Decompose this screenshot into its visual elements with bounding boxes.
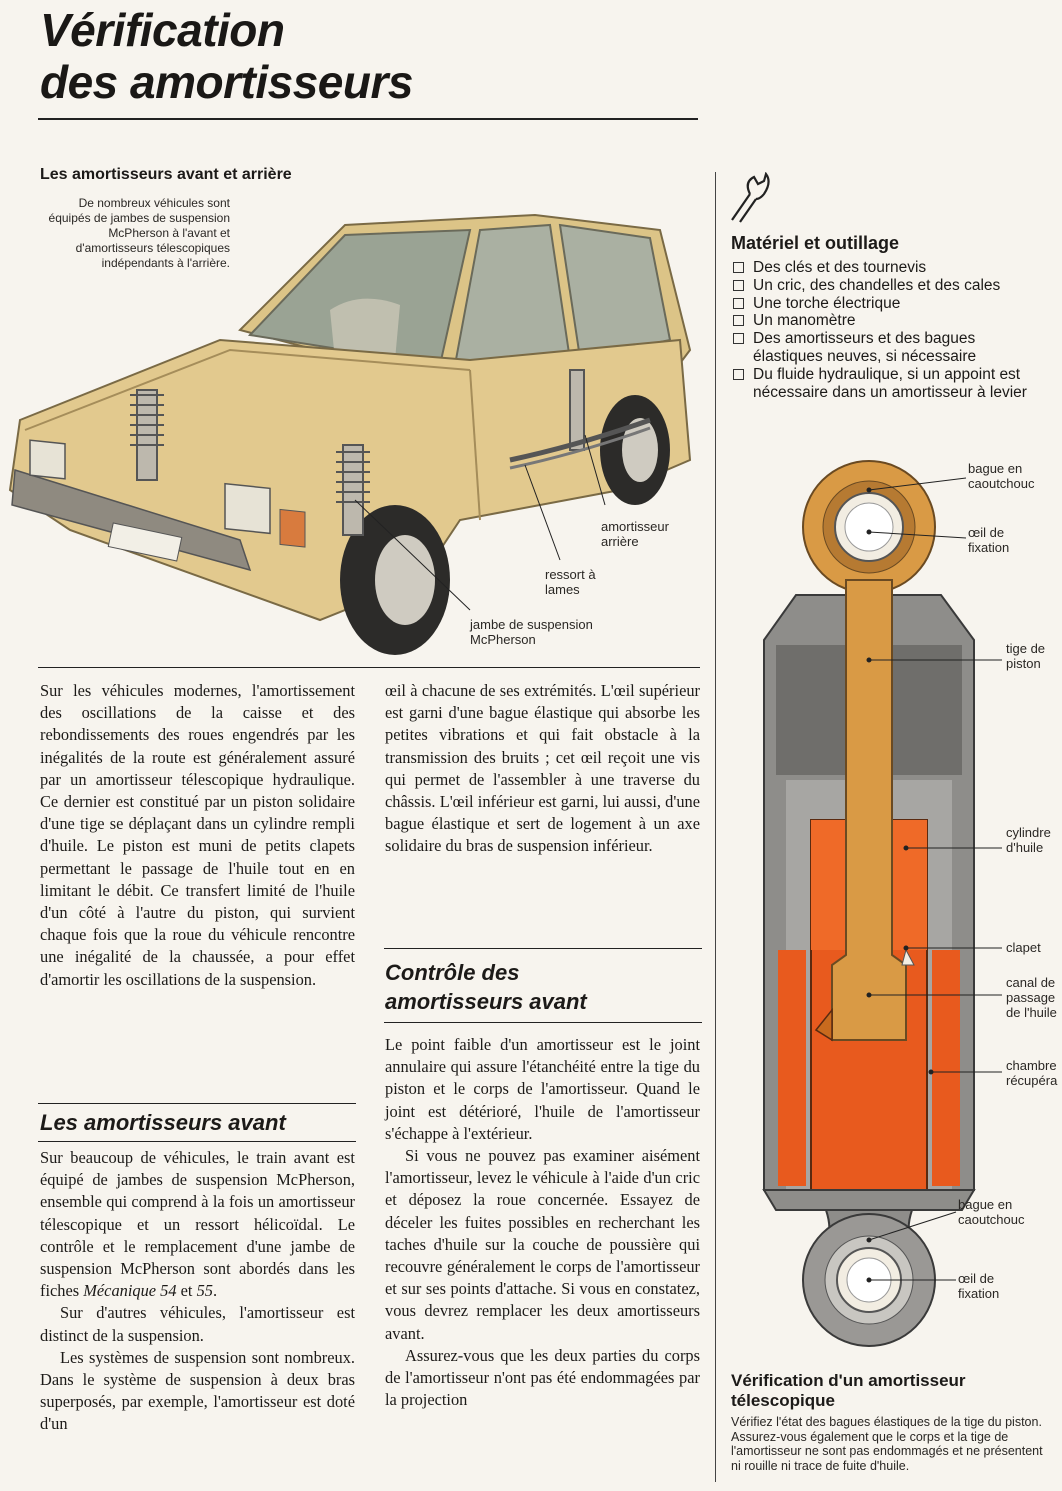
title-line-1: Vérification <box>40 4 285 56</box>
tools-item <box>731 330 1049 366</box>
intro-paragraph: Sur les véhicules modernes, l'amortissement des oscillations de la caisse et des rebondissements des roues engendrés par les inégalités de la route est généralement assuré par un amortisseur télescopique hydraulique. Ce dernier est constitué par un piston solidaire d'une tige se déplaçant dans un cylindre rempli d'huile. Le piston est muni de petits clapets permettant le passage de l'huile tout en en limitant le débit. Ce transfert limité de l'huile d'un côté à l'autre du piston, qui survient chaque fois que la roue du véhicule rencontre une inégalité de la chaussée, a pour effet d'amortir les oscillations de la suspension. <box>40 681 355 989</box>
checkbox[interactable] <box>733 262 744 273</box>
tools-list <box>731 259 1049 401</box>
tools-title: Matériel et outillage <box>731 233 900 253</box>
section-front-p3: Les systèmes de suspension sont nombreux. Dans le système de suspension à deux bras superposés, par exemple, l'amortisseur est doté d'un <box>40 1347 355 1434</box>
tools-item-label: Un manomètre <box>753 312 856 330</box>
section-front-p2: Sur d'autres véhicules, l'amortisseur est distinct de la suspension. <box>40 1303 355 1345</box>
label-eye-top: œil de fixation <box>968 525 1010 555</box>
ref-mecanique-54[interactable]: Mécanique 54 <box>83 1281 177 1301</box>
tools-item-label: Une torche électrique <box>753 294 901 312</box>
label-eye-bottom: œil de fixation <box>958 1271 1000 1301</box>
label-mcpherson: jambe de suspension McPherson <box>470 617 593 647</box>
title-rule <box>38 118 698 120</box>
label-cylinder: cylindre d'huile <box>1006 825 1051 855</box>
shock-figure-caption: Vérifiez l'état des bagues élastiques de la tige du piston. Assurez-vous également que le corps et la tige de l'amortisseur ne sont pas endommagés et ne présentent ni rouille ni trace de fuite d'huile. <box>731 1415 1043 1473</box>
tools-item <box>731 259 1049 277</box>
label-rod: tige de piston <box>1006 641 1046 671</box>
intro-column <box>40 680 355 991</box>
label-chamber: chambre récupéra <box>1006 1058 1058 1088</box>
shock-figure-title: Vérification d'un amortisseur télescopique <box>731 1371 966 1410</box>
tools-item-label: Un cric, des chandelles et des cales <box>753 276 1001 294</box>
shock-absorber-diagram <box>716 450 1062 1365</box>
tools-item-label: Du fluide hydraulique, si un appoint est nécessaire dans un amortisseur à levier <box>753 365 1027 401</box>
checkbox[interactable] <box>733 315 744 326</box>
tools-item <box>731 312 1049 330</box>
page-title <box>40 4 680 108</box>
label-bushing-bottom: bague en caoutchouc <box>958 1197 1025 1227</box>
tools-item <box>731 277 1049 295</box>
section-front-rule-bottom <box>38 1141 356 1142</box>
section-control-p2: Si vous ne pouvez pas examiner aisément l'amortisseur, levez le véhicule à l'aide d'un cric et déposez la roue concernée. Essayez de déceler les fuites possibles en recherchant les taches d'huile sur la couche de poussière qui recouvre généralement le corps de l'amortisseur et sur ses points d'attache. Si vous en constatez, vous devrez remplacer les deux amortisseurs avant. <box>385 1146 700 1343</box>
ref-55[interactable]: 55 <box>196 1281 213 1301</box>
column-2-paragraph: œil à chacune de ses extrémités. L'œil supérieur est garni d'une bague élastique qui absorbe les petites vibrations et qui fait obstacle à la transmission des bruits ; cet œil reçoit une vis qui permet de l'assembler à une traverse du châssis. L'œil inférieur est garni, lui aussi, d'une bague élastique et sert de logement à un axe solidaire du bras de suspension inférieur. <box>385 681 700 856</box>
section-control-rule-top <box>384 948 702 949</box>
label-bushing-top: bague en caoutchouc <box>968 461 1035 491</box>
checkbox[interactable] <box>733 298 744 309</box>
section-control-body <box>385 1034 700 1411</box>
tools-item-label: Des clés et des tournevis <box>753 259 927 276</box>
tools-item <box>731 366 1049 402</box>
car-figure-caption: De nombreux véhicules sont équipés de jambes de suspension McPherson à l'avant et d'amortisseurs télescopiques indépendants à l'arrière. <box>48 196 230 270</box>
section-control-title: Contrôle des amortisseurs avant <box>385 960 587 1014</box>
section-front-body <box>40 1147 355 1436</box>
checkbox[interactable] <box>733 369 744 380</box>
section-control-p3: Assurez-vous que les deux parties du corps de l'amortisseur n'ont pas été endommagées par la projection <box>385 1345 700 1410</box>
car-figure-heading: Les amortisseurs avant et arrière <box>40 166 292 183</box>
label-canal: canal de passage de l'huile <box>1006 975 1057 1020</box>
section-control-p1: Le point faible d'un amortisseur est le joint annulaire qui assure l'étanchéité entre la tige du piston et le corps de l'amortisseur. Quand le joint est détérioré, l'huile de l'amortisseur s'échappe à l'extérieur. <box>385 1035 700 1143</box>
column-2-top <box>385 680 700 858</box>
section-front-p1: Sur beaucoup de véhicules, le train avant est équipé de jambes de suspension McPherson, ensemble qui comprend à la fois un amortisseur télescopique et un ressort hélicoïdal. Le contrôle et le remplacement d'une jambe de suspension McPherson sont abordés dans les fiches Mécanique 54 et 55. <box>40 1148 355 1301</box>
title-line-2: des amortisseurs <box>40 56 413 108</box>
label-valve: clapet <box>1006 940 1041 955</box>
wrench-icon <box>728 172 773 224</box>
tools-item <box>731 295 1049 313</box>
label-leaf-spring: ressort à lames <box>545 567 596 597</box>
checkbox[interactable] <box>733 280 744 291</box>
section-front-title: Les amortisseurs avant <box>40 1110 286 1135</box>
tools-item-label: Des amortisseurs et des bagues élastiques neuves, si nécessaire <box>753 330 977 365</box>
checkbox[interactable] <box>733 333 744 344</box>
section-control-rule-bottom <box>384 1022 702 1023</box>
label-rear-shock: amortisseur arrière <box>601 519 669 549</box>
car-figure-rule <box>38 667 700 668</box>
section-front-rule-top <box>38 1103 356 1104</box>
